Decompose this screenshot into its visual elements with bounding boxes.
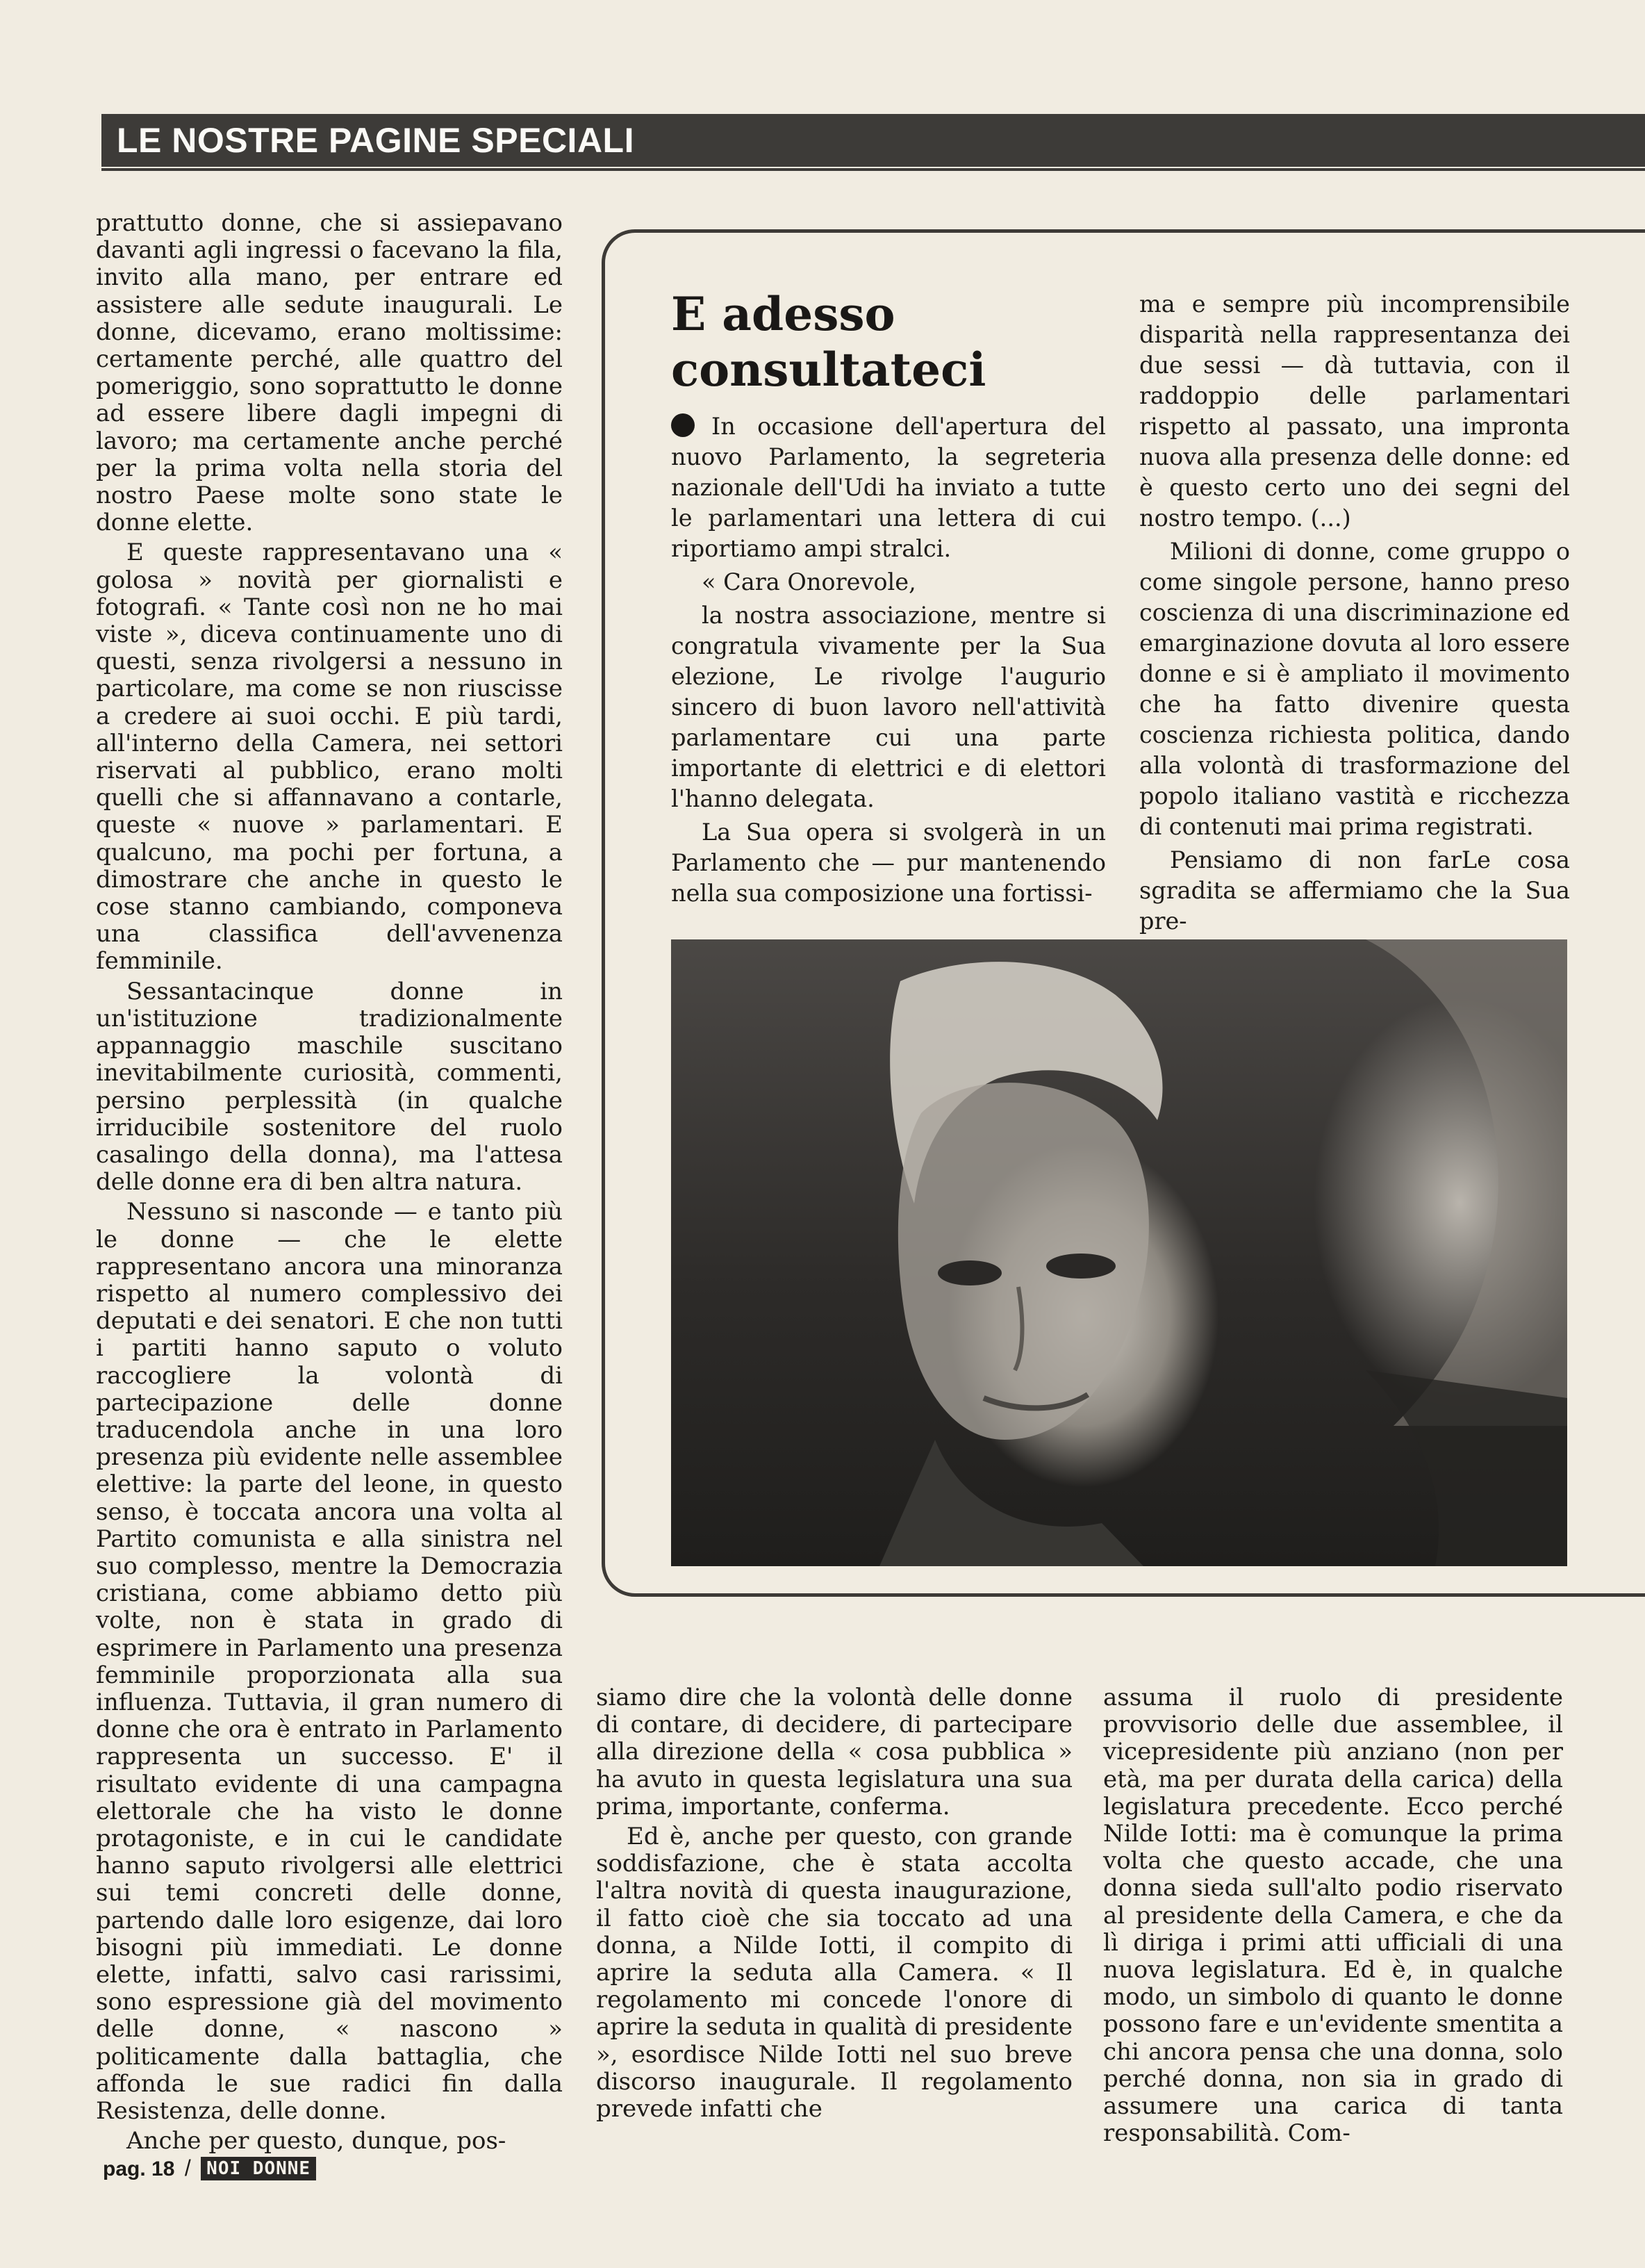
- article-paragraph: prattutto donne, che si assiepavano davanti agli ingressi o facevano la fila, invito alla mano, per entrare ed assistere alle sedute inaugurali. Le donne, dicevamo, erano moltissime: certamente perché, alle quattro del pomeriggio, sono soprattutto le donne ad essere libere dagli impegni di lavoro; ma certamente anche perché per la prima volta nella storia del nostro Paese molte sono state le donne elette.: [96, 209, 563, 537]
- page-footer: [103, 2153, 316, 2183]
- article-column-1: [96, 210, 563, 2155]
- page-number: pag. 18: [103, 2158, 175, 2180]
- article-paragraph: Nessuno si nasconde — e tanto più le donne — che le elette rappresentano ancora una minoranza rispetto al numero complessivo dei deputati e dei senatori. E che non tutti i partiti hanno saputo o voluto raccogliere la volontà di partecipazione delle donne traducendola anche in una loro presenza più evidente nelle assemblee elettive: la parte del leone, in questo senso, è toccata ancora una volta al Partito comunista e alla sinistra nel suo complesso, mentre la Democrazia cristiana, come abbiamo detto più volte, non è stata in grado di esprimere in Parlamento una presenza femminile proporzionata alla sua influenza. Tuttavia, il gran numero di donne che ora è entrato in Parlamento rappresenta un successo. E' il risultato evidente di una campagna elettorale che ha visto le donne protagoniste, e in cui le candidate hanno saputo rivolgersi alle elettrici sui temi concreti delle donne, partendo dalle loro esigenze, dai loro bisogni più immediati. Le donne elette, infatti, salvo casi rarissimi, sono espressione già del movimento delle donne, « nascono » politicamente dalla battaglia, che affonda le sue radici fin dalla Resistenza, delle donne.: [96, 1198, 563, 2126]
- section-label: LE NOSTRE PAGINE SPECIALI: [117, 121, 634, 160]
- photo-illustration: [671, 939, 1567, 1566]
- box-paragraph: la nostra associazione, mentre si congratula vivamente per la Sua elezione, Le rivolge l'augurio sincero di buon lavoro nell'attività parlamentare cui una parte importante di elettrici e di elettori l'hanno delegata.: [671, 602, 1106, 812]
- bullet-icon: [671, 413, 695, 437]
- box-column-1: [671, 411, 1106, 909]
- box-paragraph: Milioni di donne, come gruppo o come singole persone, hanno preso coscienza di una discriminazione ed emarginazione dovuta al loro essere donne e si è ampliato il movimento che ha fatto divenire questa coscienza richiesta politica, dando alla volontà di trasformazione del popolo italiano vastità e ricchezza di contenuti mai prima registrati.: [1139, 538, 1570, 840]
- section-banner: [101, 114, 1645, 167]
- box-paragraph: La Sua opera si svolgerà in un Parlamento che — pur mantenendo nella sua composizione una fortissi-: [671, 819, 1106, 907]
- box-paragraph: Pensiamo di non farLe cosa sgradita se affermiamo che la Sua pre-: [1139, 846, 1570, 935]
- article-paragraph: assuma il ruolo di presidente provvisorio delle due assemblee, il vicepresidente più anziano (non per età, ma per durata della carica) della legislatura precedente. Ecco perché Nilde Iotti: ma è comunque la prima volta che questo accade, che una donna sieda sull'alto podio riservato al presidente della Camera, e che da lì diriga i primi atti ufficiali di una nuova legislatura. Ed è, in qualche modo, un simbolo di quanto le donne possono fare e un'evidente smentita a chi ancora pensa che una donna, solo perché donna, non sia in grado di assumere una carica di tanta responsabilità. Com-: [1103, 1684, 1563, 2148]
- article-column-2: [596, 1684, 1073, 2123]
- article-paragraph: Ed è, anche per questo, con grande soddisfazione, che è stata accolta l'altra novità di questa inaugurazione, il fatto cioè che sia toccato ad una donna, a Nilde Iotti, il compito di aprire la seduta alla Camera. « Il regolamento mi concede l'onore di aprire la seduta in qualità di presidente », esordisce Nilde Iotti nel suo breve discorso inaugurale. Il regolamento prevede infatti che: [596, 1823, 1073, 2123]
- article-paragraph: siamo dire che la volontà delle donne di contare, di decidere, di partecipare alla direzione della « cosa pubblica » ha avuto in questa legislatura una sua prima, importante, conferma.: [596, 1684, 1073, 1821]
- box-paragraph: ma e sempre più incomprensibile disparità nella rappresentanza dei due sessi — dà tuttavia, con il raddoppio delle parlamentari rispetto al passato, una impronta nuova alla presenza delle donne: ed è questo certo uno dei segni del nostro tempo. (...): [1139, 290, 1570, 532]
- banner-rule: [101, 168, 1645, 171]
- footer-separator: /: [184, 2155, 191, 2180]
- magazine-logo: NOI DONNE: [201, 2157, 316, 2180]
- article-paragraph: Anche per questo, dunque, pos-: [126, 2127, 506, 2155]
- box-intro: In occasione dell'apertura del nuovo Parlamento, la segreteria nazionale dell'Udi ha inviato a tutte le parlamentari una lettera di cui riportiamo ampi stralci.: [671, 413, 1106, 562]
- article-paragraph: E queste rappresentavano una « golosa » novità per giornalisti e fotografi. « Tante così non ne ho mai viste », diceva continuamente uno di questi, senza rivolgersi a nessuno in particolare, ma come se non riuscisse a credere ai suoi occhi. E più tardi, all'interno della Camera, nei settori riservati al pubblico, erano molti quelli che si affannavano a contarle, queste « nuove » parlamentari. E qualcuno, ma pochi per fortuna, a dimostrare che anche in questo le cose stanno cambiando, componeva una classifica dell'avvenenza femminile.: [96, 539, 563, 976]
- article-paragraph: Sessantacinque donne in un'istituzione tradizionalmente appannaggio maschile suscitano inevitabilmente curiosità, commenti, persino perplessità (in qualche irriducibile sostenitore del ruolo casalingo della donna), ma l'attesa delle donne era di ben altra natura.: [96, 977, 563, 1197]
- photo-young-woman: [671, 939, 1567, 1566]
- box-title-line-1: E adesso: [671, 287, 895, 341]
- box-title-line-2: consultateci: [671, 343, 986, 397]
- box-column-2: [1139, 289, 1570, 937]
- article-column-3: [1103, 1684, 1563, 2147]
- box-paragraph: « Cara Onorevole,: [702, 568, 916, 595]
- box-title: [671, 286, 1130, 397]
